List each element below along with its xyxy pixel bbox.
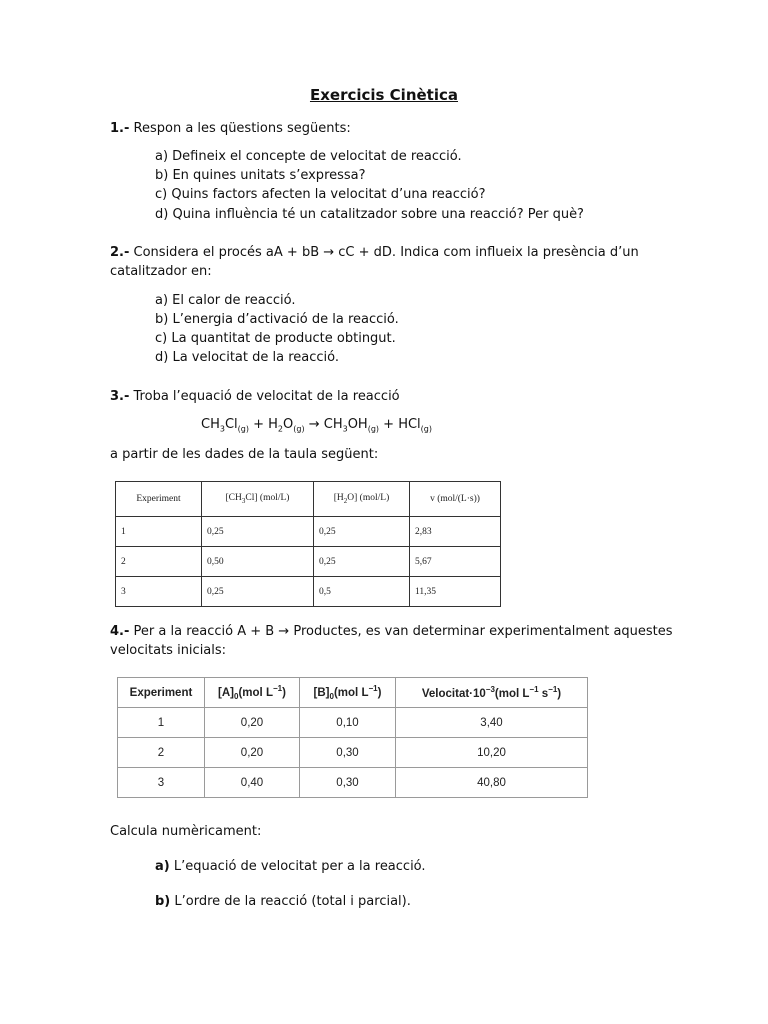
- table-cell: 0,5: [314, 577, 410, 607]
- question-1: [110, 119, 351, 138]
- table-cell: 40,80: [396, 768, 588, 798]
- question-text: Respon a les qüestions següents:: [133, 121, 351, 136]
- item-text: L’equació de velocitat per a la reacció.: [169, 859, 426, 874]
- item-label: b): [155, 894, 171, 909]
- page-title: Exercicis Cinètica: [309, 86, 459, 104]
- table-cell: 1: [118, 708, 205, 738]
- table-cell: 2: [118, 738, 205, 768]
- table-cell: 2: [116, 547, 202, 577]
- table-row: [116, 517, 501, 547]
- table-cell: 3: [116, 577, 202, 607]
- column-header: $[A]_0(mol$ $L^{-1}$): [205, 678, 300, 708]
- table-cell: 11,35: [410, 577, 501, 607]
- question-text: Per a la reacció A + B → Productes, es van determinar experimentalment aquestes: [133, 624, 673, 639]
- list-item: c) La quantitat de producte obtingut.: [155, 331, 396, 346]
- question-number: 2.-: [110, 245, 130, 260]
- question-3: [110, 387, 400, 406]
- table-cell: 0,25: [202, 517, 314, 547]
- question-text-cont: catalitzador en:: [110, 264, 212, 279]
- question-number: 3.-: [110, 389, 130, 404]
- column-header: $[CH_3Cl]$ (mol/L): [202, 482, 314, 517]
- list-item: a) El calor de reacció.: [155, 293, 296, 308]
- table-cell: 0,40: [205, 768, 300, 798]
- list-item: c) Quins factors afecten la velocitat d’una reacció?: [155, 187, 486, 202]
- table-row: [118, 708, 588, 738]
- question-text-cont: a partir de les dades de la taula següent:: [110, 447, 379, 462]
- list-item: b) L’energia d’activació de la reacció.: [155, 312, 399, 327]
- table-cell: 0,25: [202, 577, 314, 607]
- calc-instruction: Calcula numèricament:: [110, 824, 262, 839]
- item-label: a): [155, 859, 170, 874]
- question-text: Considera el procés aA + bB → cC + dD. Indica com influeix la presència d’un: [133, 245, 639, 260]
- question-number: 1.-: [110, 121, 130, 136]
- column-header: Experiment: [116, 482, 202, 517]
- table-cell: 3,40: [396, 708, 588, 738]
- column-header: $[B]_0(mol$ $L^{-1}$): [300, 678, 396, 708]
- table-cell: 0,25: [314, 517, 410, 547]
- table-cell: 0,20: [205, 708, 300, 738]
- question-number: 4.-: [110, 624, 130, 639]
- question-text: Troba l’equació de velocitat de la reacció: [133, 389, 400, 404]
- table-cell: 0,20: [205, 738, 300, 768]
- list-item: [155, 857, 426, 876]
- question-4: [110, 622, 673, 641]
- question-text-cont: velocitats inicials:: [110, 643, 227, 658]
- table-cell: 1: [116, 517, 202, 547]
- table-cell: 3: [118, 768, 205, 798]
- table-cell: 2,83: [410, 517, 501, 547]
- data-table-q4: [117, 677, 588, 798]
- column-header: $Velocitat\cdot 10^{-3}(mol$ $L^{-1}$ $s^{-1}$): [396, 678, 588, 708]
- table-row: [118, 768, 588, 798]
- table-header-row: [118, 678, 588, 708]
- table-cell: 0,30: [300, 768, 396, 798]
- list-item: [155, 892, 411, 911]
- table-row: [118, 738, 588, 768]
- table-cell: 0,50: [202, 547, 314, 577]
- column-header: Experiment: [118, 678, 205, 708]
- table-cell: 0,30: [300, 738, 396, 768]
- item-text: L’ordre de la reacció (total i parcial).: [170, 894, 411, 909]
- question-2: [110, 243, 639, 262]
- table-cell: 0,25: [314, 547, 410, 577]
- column-header: $[H_2O]$ (mol/L): [314, 482, 410, 517]
- table-row: [116, 577, 501, 607]
- list-item: a) Defineix el concepte de velocitat de reacció.: [155, 149, 462, 164]
- list-item: d) La velocitat de la reacció.: [155, 350, 339, 365]
- data-table-q3: [115, 481, 501, 607]
- list-item: d) Quina influència té un catalitzador sobre una reacció? Per què?: [155, 207, 584, 222]
- chemical-equation: $CH_3Cl_{(g)} + H_2O_{(g)} \to CH_3OH_{(g)} + HCl_{(g)}$: [201, 417, 432, 434]
- table-header-row: [116, 482, 501, 517]
- list-item: b) En quines unitats s’expressa?: [155, 168, 366, 183]
- column-header: v (mol/(L·s)): [410, 482, 501, 517]
- table-cell: 0,10: [300, 708, 396, 738]
- table-cell: 10,20: [396, 738, 588, 768]
- table-row: [116, 547, 501, 577]
- table-cell: 5,67: [410, 547, 501, 577]
